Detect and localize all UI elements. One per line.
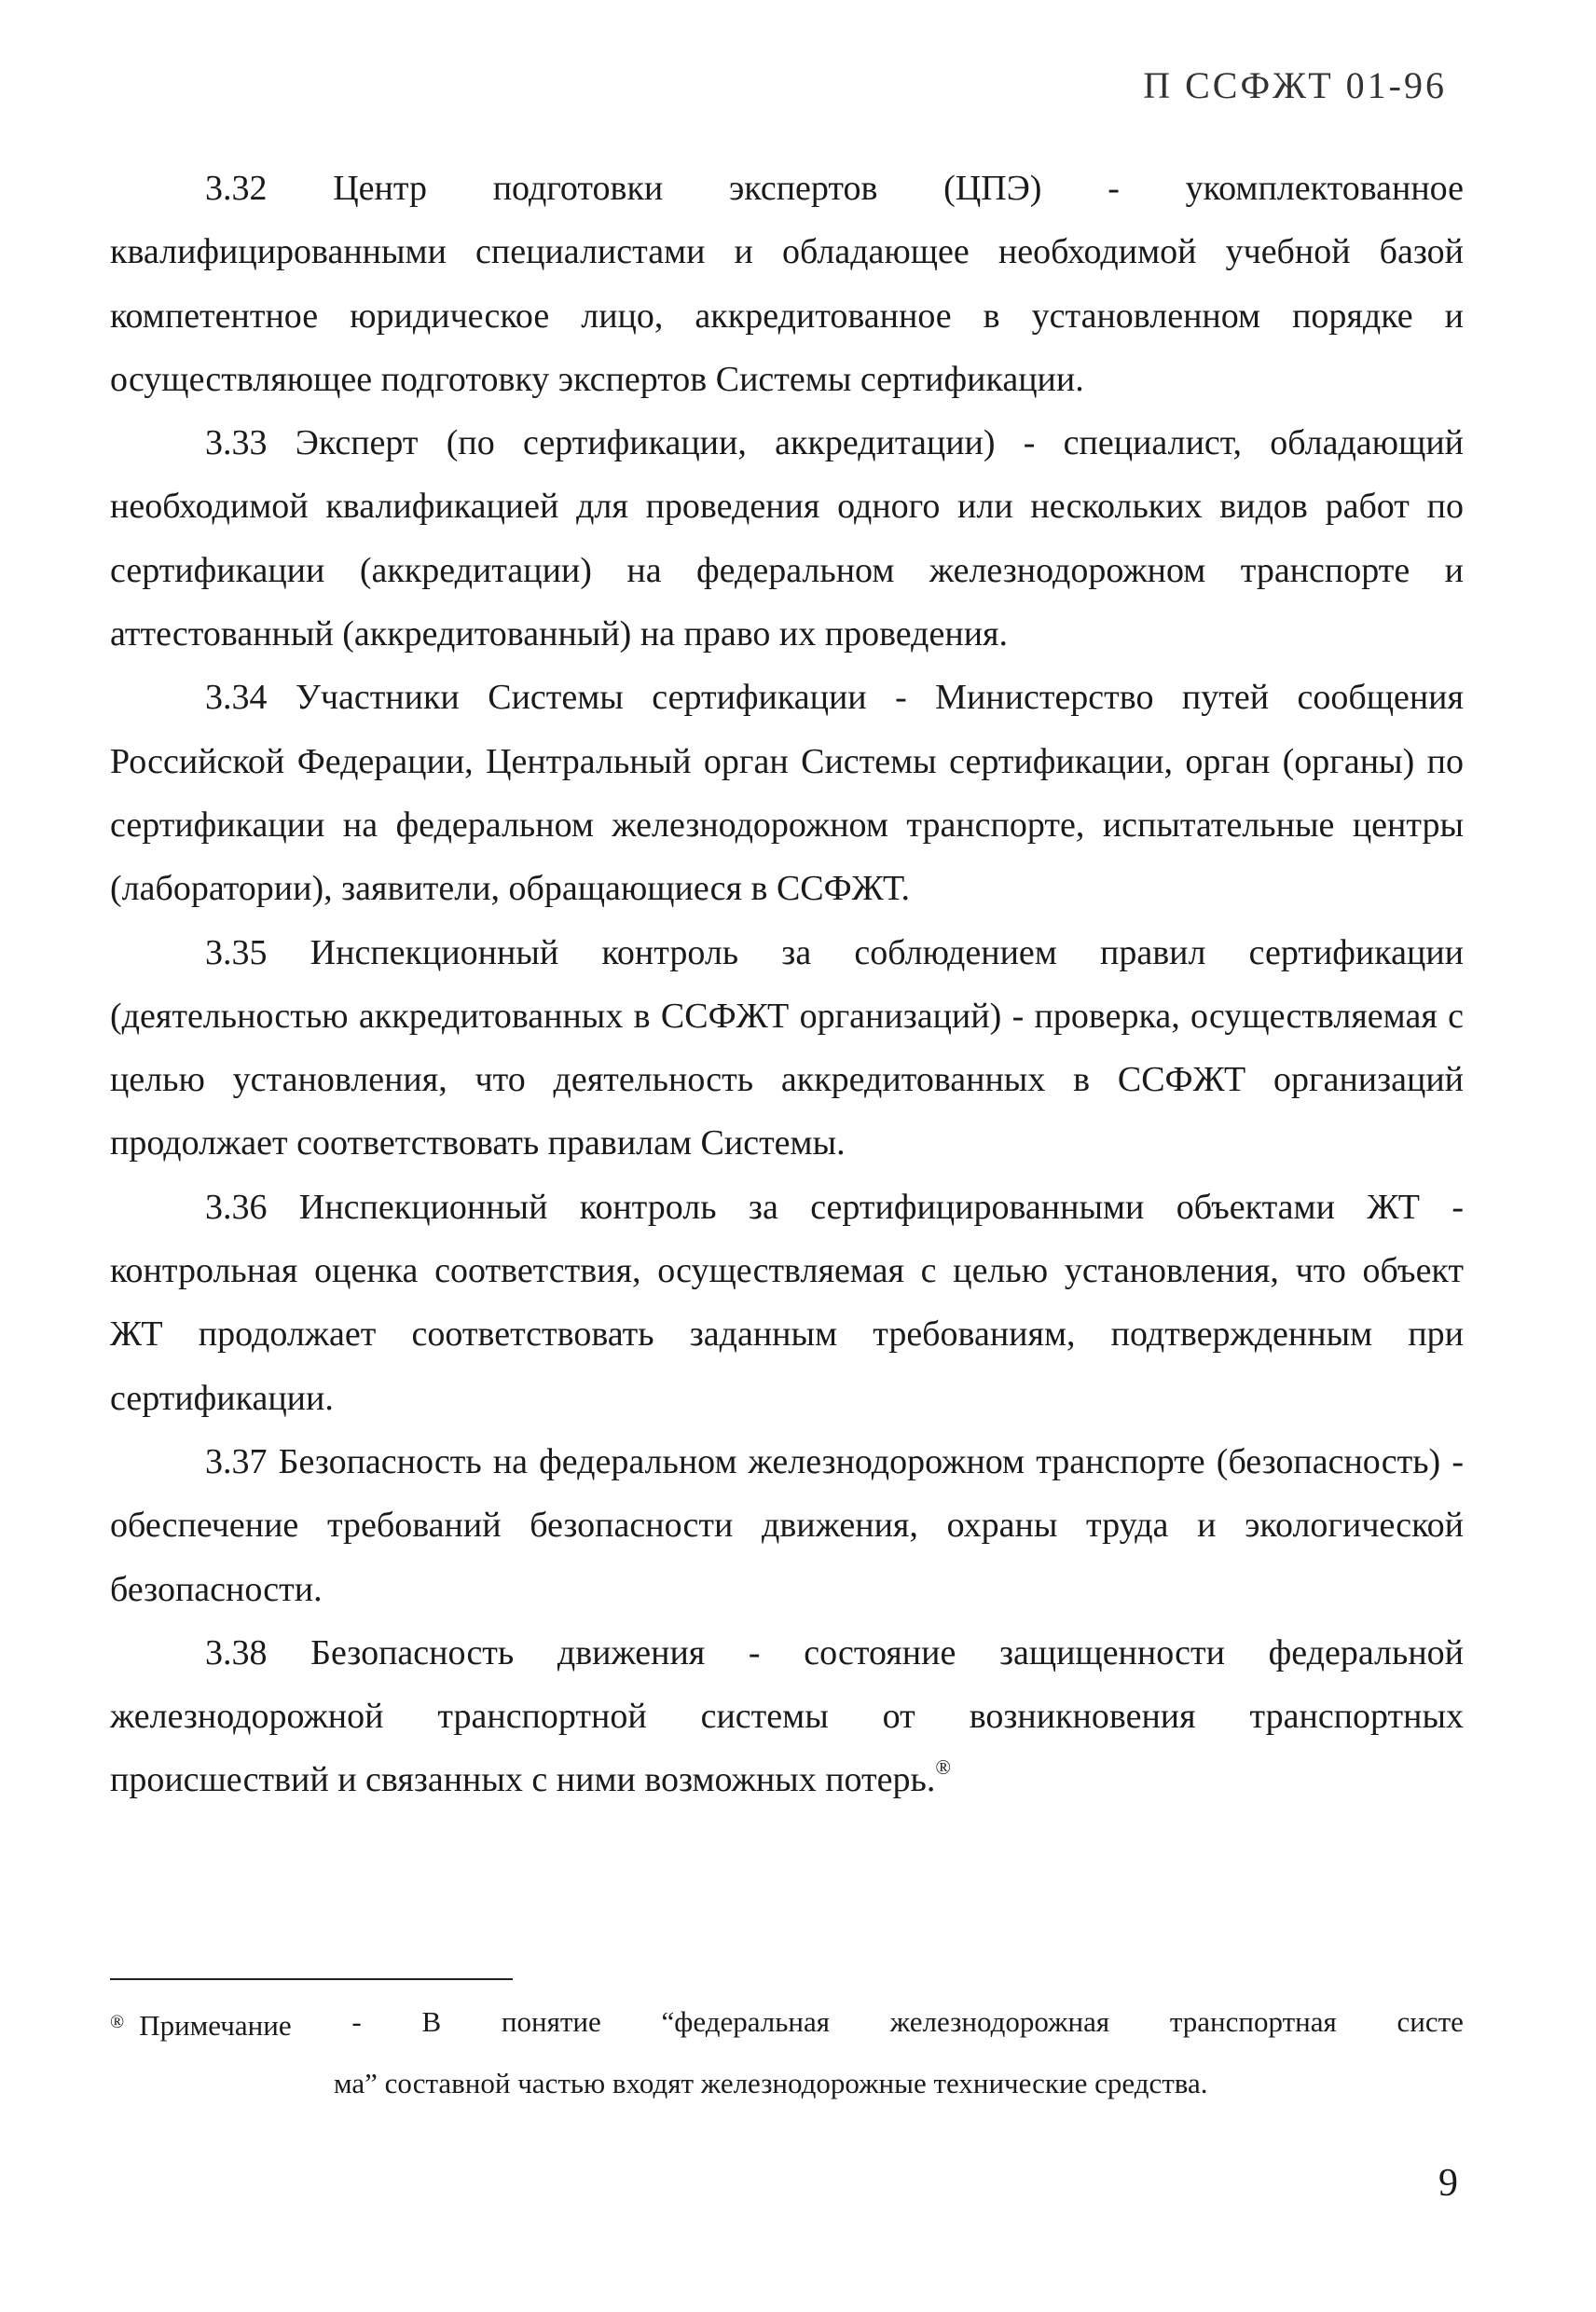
paragraph-3-38-text: 3.38 Безопасность движения - состояние защищенности федеральной железнодорожной транспортной системы от возникновения транспортных происшествий и связанных с ними возможных потерь. <box>110 1632 1464 1800</box>
footnote-word: понятие <box>501 2005 601 2038</box>
footnote-word: систе <box>1396 2005 1464 2038</box>
footnote-word-text: Примечание <box>139 2009 292 2042</box>
footnote-reference-marker: ® <box>935 1755 952 1780</box>
footnote-line-2: ма” составной частью входят железнодорожные технические средства. <box>334 2067 1208 2099</box>
footnote-word: “федеральная <box>661 2005 830 2038</box>
paragraph-3-33: 3.33 Эксперт (по сертификации, аккредитации) - специалист, обладающий необходимой квалификацией для проведения одного или нескольких видов работ по сертификации (аккредитации) на федеральном железнодорожном транспорте и аттестованный (аккредитованный) на право их проведения. <box>110 423 1464 654</box>
main-text <box>110 157 1464 1812</box>
footnote <box>110 1993 1464 2112</box>
paragraph-3-34: 3.34 Участники Системы сертификации - Министерство путей сообщения Российской Федерации, Центральный орган Системы сертификации, орган (органы) по сертификации на федеральном железнодорожном транспорте, испытательные центры (лаборатории), заявители, обращающиеся в ССФЖТ. <box>110 678 1464 909</box>
footnote-divider <box>110 1978 513 1980</box>
paragraph-3-36: 3.36 Инспекционный контроль за сертифицированными объектами ЖТ - контрольная оценка соответствия, осуществляемая с целью установления, что объект ЖТ продолжает соответствовать заданным требованиям, подтвержденным при сертификации. <box>110 1187 1464 1418</box>
paragraph-3-38 <box>110 1621 1464 1812</box>
paragraph-3-37: 3.37 Безопасность на федеральном железнодорожном транспорте (безопасность) - обеспечение требований безопасности движения, охраны труда и экологической безопасности. <box>110 1441 1464 1609</box>
footnote-word: В <box>421 2005 442 2038</box>
footnote-word: железнодорожная <box>889 2005 1110 2038</box>
footnote-word <box>110 1993 292 2055</box>
paragraph-3-32: 3.32 Центр подготовки экспертов (ЦПЭ) - укомплектованное квалифицированными специалистами и обладающее необходимой учебной базой компетентное юридическое лицо, аккредитованное в установленном порядке и осуществляющее подготовку экспертов Системы сертификации. <box>110 169 1464 399</box>
footnote-symbol: ® <box>110 2012 125 2032</box>
document-code-header: П ССФЖТ 01-96 <box>1143 64 1447 106</box>
paragraph-3-35: 3.35 Инспекционный контроль за соблюдением правил сертификации (деятельностью аккредитованных в ССФЖТ организаций) - проверка, осуществляемая с целью установления, что деятельность аккредитованных в ССФЖТ организаций продолжает соответствовать правилам Системы. <box>110 932 1464 1163</box>
footnote-line-1 <box>110 1993 1464 2055</box>
page-number: 9 <box>1438 2162 1458 2205</box>
footnote-word: - <box>351 2005 362 2038</box>
footnote-word: транспортная <box>1169 2005 1337 2038</box>
